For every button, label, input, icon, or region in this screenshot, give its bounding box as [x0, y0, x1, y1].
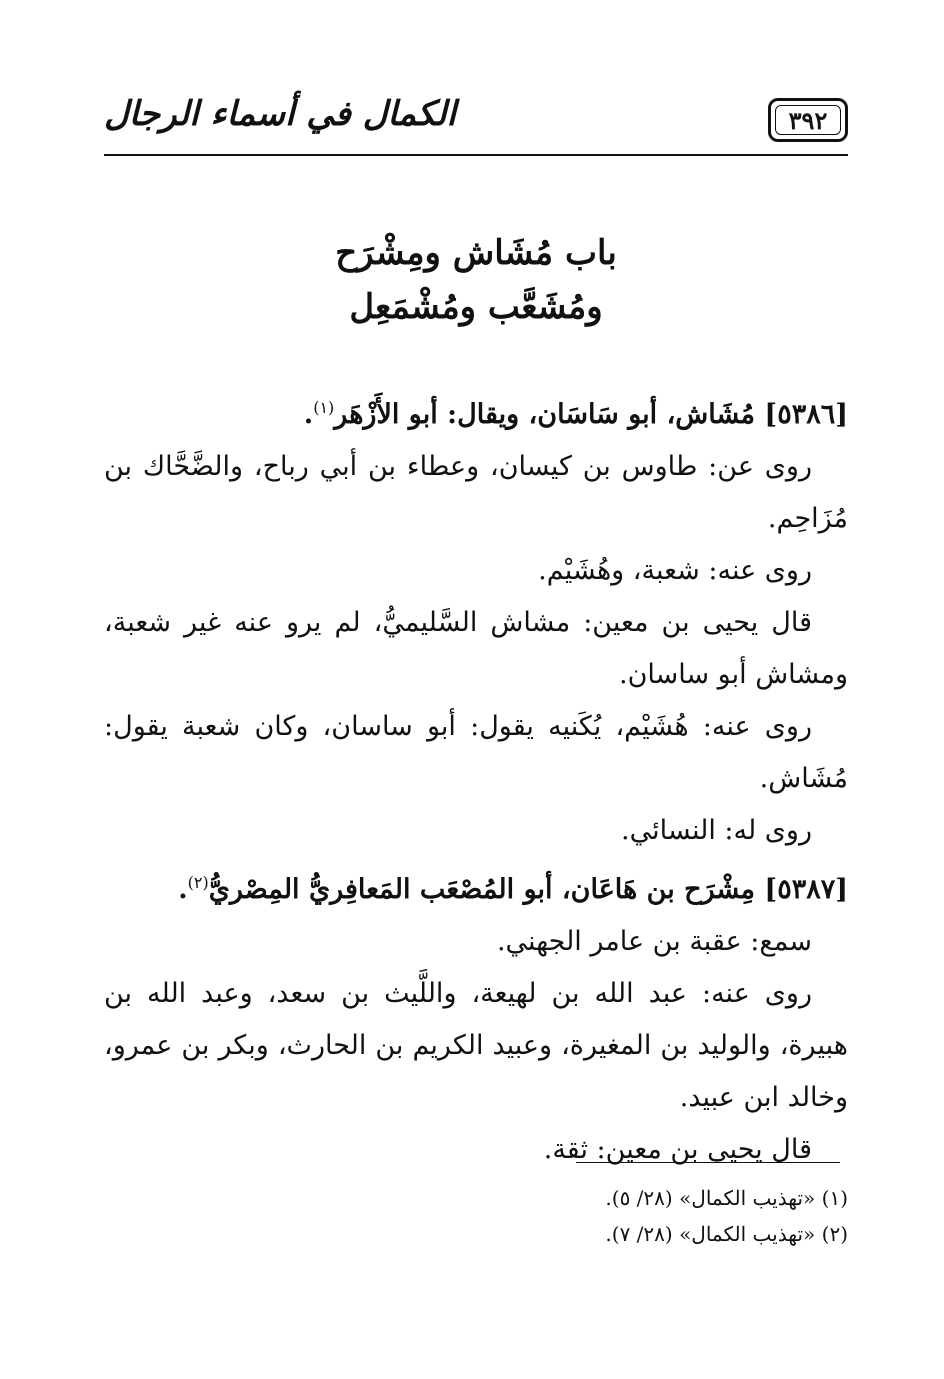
footnote-ref: (١) — [313, 398, 335, 417]
entry-number: [٥٣٨٧] — [764, 874, 848, 905]
entry-heading — [104, 382, 848, 441]
entry-paragraph: روى عنه: شعبة، وهُشَيْم. — [538, 555, 812, 586]
entry-name: مِشْرَح بن هَاعَان، أبو المُصْعَب المَعافِريُّ المِصْريُّ — [208, 874, 756, 905]
entry-heading — [104, 857, 848, 916]
entry-paragraph: روى عنه: هُشَيْم، يُكَنيه يقول: أبو ساسان، وكان شعبة يقول: مُشَاش. — [104, 711, 848, 794]
footnotes — [104, 1180, 848, 1252]
footnote: (٢) «تهذيب الكمال» (٢٨/ ٧). — [605, 1222, 848, 1246]
entry-paragraph: روى له: النسائي. — [621, 815, 812, 846]
footnote: (١) «تهذيب الكمال» (٢٨/ ٥). — [605, 1186, 848, 1210]
chapter-title-line-1: باب مُشَاش ومِشْرَح — [335, 233, 617, 273]
entry-name: مُشَاش، أبو سَاسَان، ويقال: أبو الأَزْهَر — [334, 399, 756, 430]
entry-paragraph: قال يحيى بن معين: ثقة. — [543, 1134, 812, 1165]
page-header — [104, 92, 848, 156]
chapter-title — [104, 226, 848, 334]
entry-paragraph: سمع: عقبة بن عامر الجهني. — [496, 926, 812, 957]
entry-paragraph: روى عن: طاوس بن كيسان، وعطاء بن أبي رباح، والضَّحَّاك بن مُزَاحِم. — [104, 451, 848, 534]
chapter-title-line-2: ومُشَعَّب ومُشْمَعِل — [349, 287, 603, 327]
entries — [104, 382, 848, 1176]
entry-heading-end: . — [303, 399, 314, 430]
footnote-separator — [576, 1162, 840, 1163]
entry-paragraph: قال يحيى بن معين: مشاش السَّليميُّ، لم يرو عنه غير شعبة، ومشاش أبو ساسان. — [104, 607, 848, 690]
main-text — [104, 226, 848, 1176]
entry-number: [٥٣٨٦] — [764, 399, 848, 430]
entry-paragraph: روى عنه: عبد الله بن لهيعة، واللَّيث بن سعد، وعبد الله بن هبيرة، والوليد بن المغيرة، وعبيد الكريم بن الحارث، وبكر بن عمرو، وخالد ابن عبيد. — [104, 978, 848, 1113]
page-number: ٣٩٢ — [788, 105, 828, 135]
running-title: الكمال في أسماء الرجال — [104, 94, 456, 134]
entry-heading-end: . — [178, 874, 188, 905]
header-rule — [104, 154, 848, 156]
footnote-ref: (٢) — [187, 873, 209, 892]
page-number-box — [768, 98, 848, 142]
